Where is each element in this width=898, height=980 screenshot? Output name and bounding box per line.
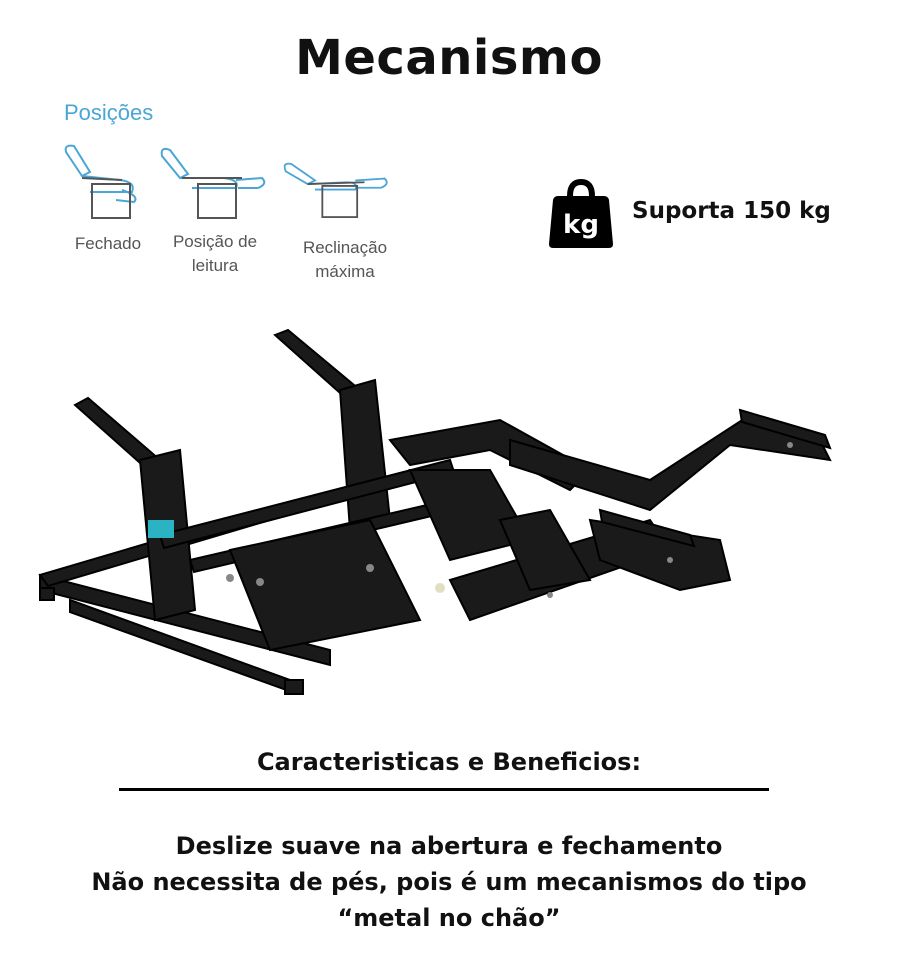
weight-kg-icon bbox=[548, 178, 614, 250]
benefit-item: Deslize suave na abertura e fechamento bbox=[175, 832, 723, 860]
position-label-line: Reclinação bbox=[302, 238, 388, 257]
position-label-reading bbox=[160, 230, 270, 278]
benefit-item: “metal no chão” bbox=[337, 904, 561, 932]
capacity-text: Suporta 150 kg bbox=[632, 198, 831, 224]
recliner-max-recline-icon bbox=[282, 140, 392, 230]
divider bbox=[119, 788, 769, 791]
position-label-line: Fechado bbox=[74, 234, 142, 253]
position-label-closed bbox=[58, 232, 158, 256]
benefits-heading: Caracteristicas e Beneficios: bbox=[256, 748, 642, 776]
position-label-line: leitura bbox=[191, 256, 239, 275]
position-label-line: Posição de bbox=[172, 232, 258, 251]
recliner-mechanism-image bbox=[30, 320, 870, 740]
weight-icon-label: kg bbox=[563, 210, 599, 240]
recliner-closed-icon bbox=[60, 140, 170, 230]
position-label-line: máxima bbox=[315, 262, 375, 281]
position-label-max-recline bbox=[290, 236, 400, 284]
benefits-list bbox=[0, 828, 898, 936]
positions-heading: Posições bbox=[64, 100, 154, 125]
recliner-reading-icon bbox=[158, 140, 268, 230]
page-title: Mecanismo bbox=[295, 30, 603, 86]
benefit-item: Não necessita de pés, pois é um mecanismos do tipo bbox=[91, 868, 807, 896]
